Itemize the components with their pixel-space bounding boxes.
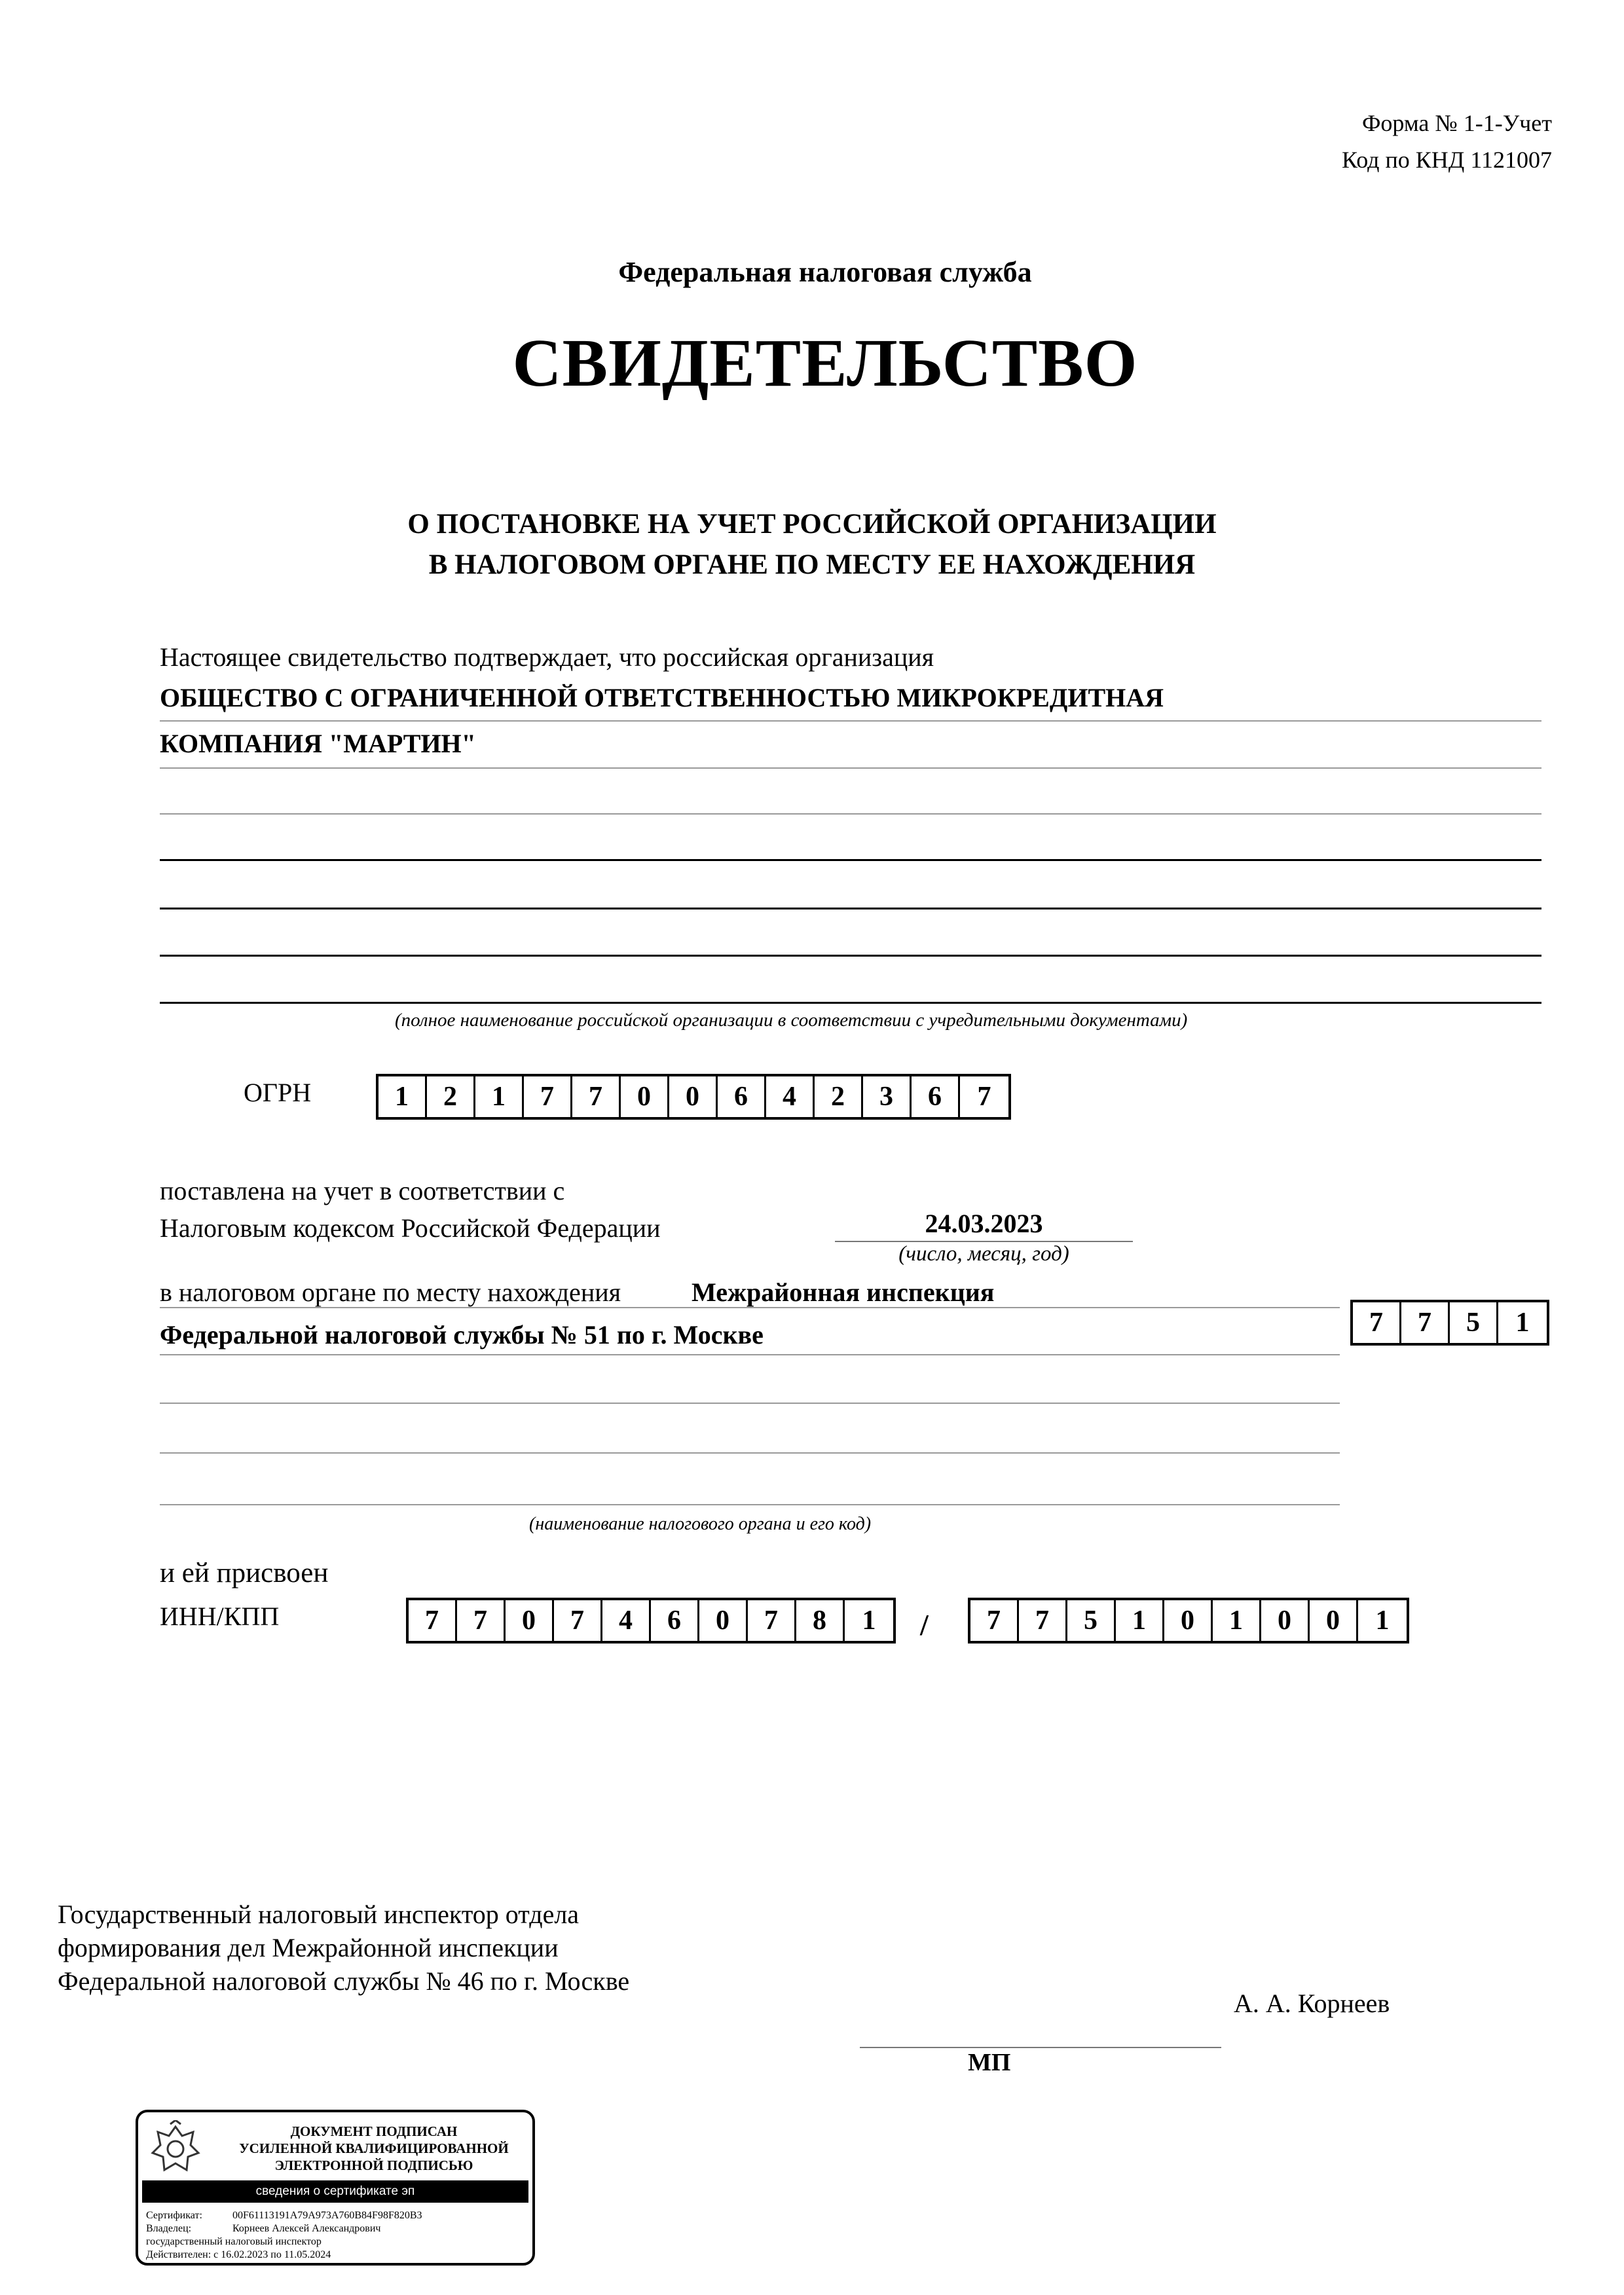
digit-cell: 7 [748, 1600, 796, 1641]
digit-cell: 0 [1310, 1600, 1358, 1641]
underline [160, 1403, 1340, 1404]
registration-date: 24.03.2023 [925, 1209, 1043, 1238]
assigned-text: и ей присвоен [160, 1558, 329, 1588]
tax-authority-code-cells [1350, 1300, 1549, 1346]
signatory-position-line-3: Федеральной налоговой службы № 46 по г. Москве [58, 1966, 630, 1996]
digit-cell: 5 [1067, 1600, 1116, 1641]
digit-cell: 4 [766, 1076, 815, 1117]
underline [160, 720, 1541, 722]
document-title: СВИДЕТЕЛЬСТВО [512, 325, 1138, 401]
signature-line [860, 2047, 1221, 2048]
owner-position-row: государственный налоговый инспектор [146, 2236, 322, 2247]
organization-name-line-2: КОМПАНИЯ "МАРТИН" [160, 729, 476, 758]
underline [160, 908, 1541, 909]
digit-cell: 6 [718, 1076, 766, 1117]
tax-authority-name-part-1: Межрайонная инспекция [692, 1277, 995, 1307]
digit-cell: 7 [1353, 1302, 1401, 1343]
digit-cell: 0 [1164, 1600, 1213, 1641]
kpp-cells [968, 1598, 1409, 1643]
underline [160, 1307, 1340, 1308]
digit-cell: 0 [1261, 1600, 1310, 1641]
subtitle-line-2: В НАЛОГОВОМ ОРГАНЕ ПО МЕСТУ ЕЕ НАХОЖДЕНИЯ [428, 549, 1196, 580]
organization-name-line-1: ОБЩЕСТВО С ОГРАНИЧЕННОЙ ОТВЕТСТВЕННОСТЬЮ МИКРОКРЕДИТНАЯ [160, 683, 1164, 712]
registration-date-caption: (число, месяц, год) [898, 1242, 1069, 1266]
registration-text-line-2: Налоговым кодексом Российской Федерации [160, 1213, 661, 1243]
intro-text: Настоящее свидетельство подтверждает, что российская организация [160, 642, 934, 672]
digit-cell: 7 [1401, 1302, 1450, 1343]
certificate-info-bar: сведения о сертификате эп [142, 2180, 528, 2203]
underline [160, 1504, 1340, 1505]
underline [160, 1452, 1340, 1454]
agency-name: Федеральная налоговая служба [618, 256, 1032, 288]
organization-name-caption: (полное наименование российской организации в соответствии с учредительными документами) [395, 1010, 1188, 1031]
underline [160, 1002, 1541, 1004]
signatory-position-line-1: Государственный налоговый инспектор отдела [58, 1900, 580, 1929]
underline [160, 859, 1541, 861]
digit-cell: 7 [524, 1076, 572, 1117]
digit-cell: 7 [1019, 1600, 1067, 1641]
knd-code: Код по КНД 1121007 [1342, 147, 1552, 173]
digit-cell: 1 [862, 1606, 876, 1636]
tax-authority-prefix: в налоговом органе по месту нахождения [160, 1277, 621, 1307]
ogrn-cells [376, 1074, 1011, 1120]
tax-authority-caption: (наименование налогового органа и его код) [529, 1514, 872, 1534]
tax-authority-name-part-2: Федеральной налоговой службы № 51 по г. Москве [160, 1320, 764, 1349]
digit-cell: 8 [796, 1600, 845, 1641]
signatory-position-line-2: формирования дел Межрайонной инспекции [58, 1933, 559, 1962]
digit-cell: 0 [621, 1076, 669, 1117]
e-signature-stamp [136, 2110, 535, 2266]
signatory-name: А. А. Корнеев [1234, 1989, 1390, 2018]
digit-cell: 1 [378, 1076, 427, 1117]
digit-cell: 3 [863, 1076, 912, 1117]
form-number: Форма № 1-1-Учет [1361, 110, 1552, 136]
validity-row: Действителен: с 16.02.2023 по 11.05.2024 [146, 2249, 331, 2260]
e-signature-title: ДОКУМЕНТ ПОДПИСАН УСИЛЕННОЙ КВАЛИФИЦИРОВАННОЙ ЭЛЕКТРОННОЙ ПОДПИСЬЮ [239, 2123, 509, 2173]
digit-cell: 6 [912, 1076, 960, 1117]
digit-cell: 7 [572, 1076, 621, 1117]
digit-cell: 2 [427, 1076, 475, 1117]
digit-cell: 5 [1450, 1302, 1498, 1343]
certificate-row: Сертификат: 00F61113191A79A973A760B84F98F820B3 [146, 2210, 422, 2221]
digit-cell: 7 [409, 1600, 457, 1641]
inn-kpp-separator: / [920, 1608, 929, 1642]
underline [160, 767, 1541, 769]
registration-text-line-1: поставлена на учет в соответствии с [160, 1176, 565, 1205]
ogrn-label: ОГРН [244, 1078, 312, 1107]
digit-cell: 1 [1375, 1606, 1390, 1636]
digit-cell: 2 [815, 1076, 863, 1117]
digit-cell: 0 [699, 1600, 748, 1641]
digit-cell: 1 [1213, 1600, 1261, 1641]
digit-cell: 6 [651, 1600, 699, 1641]
inn-kpp-label: ИНН/КПП [160, 1602, 280, 1631]
inn-cells [406, 1598, 896, 1643]
digit-cell: 7 [977, 1082, 991, 1112]
digit-cell: 0 [669, 1076, 718, 1117]
digit-cell: 7 [554, 1600, 602, 1641]
digit-cell: 0 [506, 1600, 554, 1641]
seal-label: МП [968, 2049, 1011, 2076]
digit-cell: 1 [1116, 1600, 1164, 1641]
owner-row: Владелец: Корнеев Алексей Александрович [146, 2223, 381, 2234]
underline [160, 1354, 1340, 1355]
underline [160, 813, 1541, 815]
digit-cell: 7 [970, 1600, 1019, 1641]
digit-cell: 1 [1515, 1308, 1530, 1338]
underline [160, 955, 1541, 957]
digit-cell: 4 [602, 1600, 651, 1641]
coat-of-arms-icon [147, 2120, 204, 2176]
digit-cell: 1 [475, 1076, 524, 1117]
digit-cell: 7 [457, 1600, 506, 1641]
subtitle-line-1: О ПОСТАНОВКЕ НА УЧЕТ РОССИЙСКОЙ ОРГАНИЗАЦИИ [407, 509, 1217, 540]
